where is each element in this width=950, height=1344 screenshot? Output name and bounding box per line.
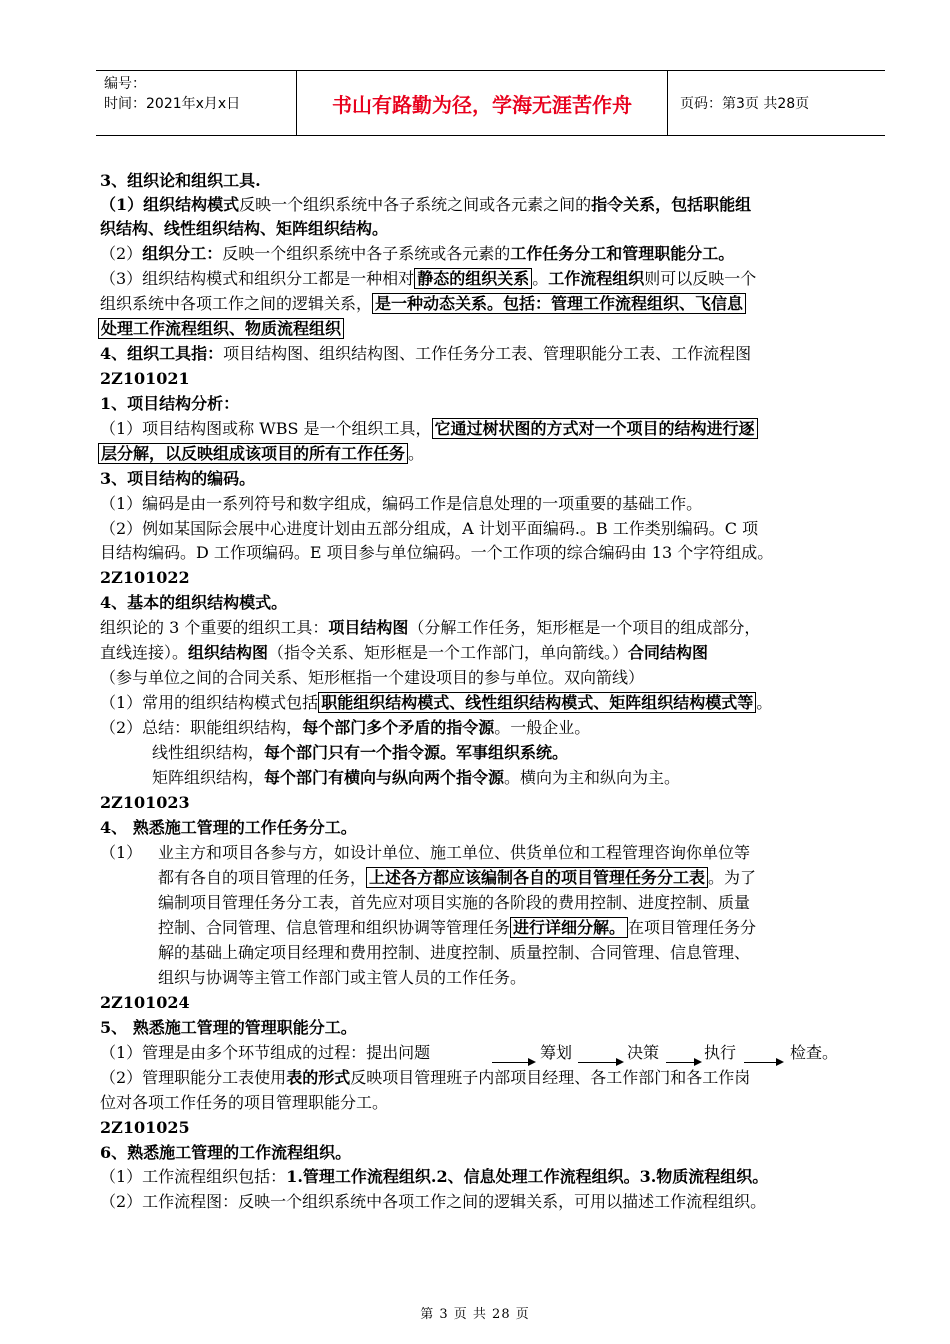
paragraph-line: 业主方和项目各参与方，如设计单位、施工单位、供货单位和工程管理咨询你单位等: [158, 843, 751, 862]
bold-text: 组织结构图: [188, 643, 269, 662]
list-number: （1）: [100, 843, 143, 862]
paragraph-line: （1）管理是由多个环节组成的过程：提出问题: [100, 1043, 431, 1062]
section-code: 2Z101024: [100, 993, 190, 1012]
text: 控制、合同管理、信息管理和组织协调等管理任务: [158, 918, 511, 937]
process-step: 检查。: [790, 1043, 839, 1062]
bold-text: 每个部门多个矛盾的指令源: [302, 718, 495, 737]
paragraph-line: （参与单位之间的合同关系、矩形框指一个建设项目的参与单位。双向箭线）: [100, 668, 645, 687]
boxed-text: 它通过树状图的方式对一个项目的结构进行逐: [432, 418, 758, 439]
text: 组织系统中各项工作之间的逻辑关系，: [100, 294, 373, 313]
bold-text: 工作流程组织: [548, 269, 645, 288]
process-step: 执行: [704, 1043, 737, 1062]
boxed-text: 处理工作流程组织、物质流程组织: [98, 318, 344, 339]
page-label: 页码：第3页 共28页: [680, 96, 810, 112]
boxed-text: 静态的组织关系: [414, 268, 532, 289]
paragraph-line: 解的基础上确定项目经理和费用控制、进度控制、质量控制、合同管理、信息管理、: [158, 943, 751, 962]
bold-text: 每个部门有横向与纵向两个指令源: [264, 768, 505, 787]
paragraph-line: 编制项目管理任务分工表，首先应对项目实施的各阶段的费用控制、进度控制、质量: [158, 893, 751, 912]
section-heading: 1、项目结构分析：: [100, 394, 240, 413]
section-code: 2Z101021: [100, 369, 190, 388]
bold-text: 工作任务分工和管理职能分工。: [510, 244, 735, 263]
text: 反映项目管理班子内部项目经理、各工作部门和各工作岗: [350, 1068, 751, 1087]
motto: 书山有路勤为径，学海无涯苦作舟: [296, 71, 668, 135]
boxed-text: 层分解，以反映组成该项目的所有工作任务: [98, 443, 408, 464]
header-info: [96, 71, 296, 135]
paragraph-line: [100, 343, 751, 365]
text: 反映一个组织系统中各子系统或各元素的: [222, 244, 511, 263]
section-code: 2Z101025: [100, 1118, 190, 1137]
section-code: 2Z101022: [100, 568, 190, 587]
bold-text: 每个部门只有一个指令源。军事组织系统。: [264, 743, 569, 762]
paragraph-line: [100, 293, 746, 315]
text: 项目结构图、组织结构图、工作任务分工表、管理职能分工表、工作流程图: [223, 344, 752, 363]
paragraph-line: [100, 194, 751, 216]
paragraph-line: [100, 268, 756, 290]
bold-text: 指令关系，包括职能组: [591, 195, 752, 214]
boxed-text: 进行详细分解。: [510, 917, 628, 938]
section-heading: 4、基本的组织结构模式。: [100, 593, 288, 612]
bold-text: 合同结构图: [628, 643, 709, 662]
bold-text: （1）组织结构模式: [100, 195, 240, 214]
paragraph-line: [100, 1166, 768, 1188]
text: 直线连接）。: [100, 643, 189, 662]
text: 。为了: [708, 868, 757, 887]
boxed-text: 职能组织结构模式、线性组织结构模式、矩阵组织结构模式等: [318, 692, 756, 713]
page-footer: 第 3 页 共 28 页: [420, 1307, 530, 1322]
bold-text: 表的形式: [286, 1068, 351, 1087]
arrow-right-icon: [744, 1062, 782, 1063]
bold-text: 项目结构图: [328, 618, 409, 637]
paragraph-line: 目结构编码。D 工作项编码。E 项目参与单位编码。一个工作项的综合编码由 13 个字符组成。: [100, 543, 774, 562]
section-code: 2Z101023: [100, 793, 190, 812]
number-label: 编号：: [104, 76, 146, 92]
paragraph-line: [152, 742, 568, 764]
paragraph-line: [100, 1067, 750, 1089]
paragraph-line: [100, 243, 734, 265]
bold-text: 4、组织工具指：: [100, 344, 224, 363]
time-label: 时间：2021年x月x日: [104, 96, 241, 112]
paragraph-line: （2）例如某国际会展中心进度计划由五部分组成，A 计划平面编码.。B 工作类别编码。C 项: [100, 519, 759, 538]
paragraph-line: 织结构、线性组织结构、矩阵组织结构。: [100, 219, 389, 238]
text: （2）: [100, 244, 143, 263]
text: 矩阵组织结构，: [152, 768, 265, 787]
text: 组织论的 3 个重要的组织工具：: [100, 618, 329, 637]
text: （分解工作任务，矩形框是一个项目的组成部分，: [408, 618, 761, 637]
section-heading: 5、 熟悉施工管理的管理职能分工。: [100, 1018, 357, 1037]
arrow-right-icon: [666, 1062, 700, 1063]
paragraph-line: [152, 767, 680, 789]
page-header: [96, 70, 885, 136]
text: 则可以反映一个: [644, 269, 757, 288]
paragraph-line: （2）工作流程图：反映一个组织系统中各项工作之间的逻辑关系，可用以描述工作流程组织。: [100, 1192, 767, 1211]
section-heading: 6、熟悉施工管理的工作流程组织。: [100, 1143, 352, 1162]
paragraph-line: （1）编码是由一系列符号和数字组成，编码工作是信息处理的一项重要的基础工作。: [100, 494, 703, 513]
bold-text: 组织分工：: [142, 244, 223, 263]
text: （1）常用的组织结构模式包括: [100, 693, 319, 712]
text: 。: [756, 693, 773, 712]
text: 反映一个组织系统中各子系统之间或各元素之间的: [239, 195, 592, 214]
arrow-right-icon: [492, 1062, 534, 1063]
text: 线性组织结构，: [152, 743, 265, 762]
text: 。: [532, 269, 549, 288]
text: 。一般企业。: [494, 718, 591, 737]
paragraph-line: [158, 867, 756, 889]
paragraph-line: [100, 692, 772, 714]
text: 。横向为主和纵向为主。: [504, 768, 681, 787]
paragraph-line: [100, 717, 590, 739]
paragraph-line: 组织与协调等主管工作部门或主管人员的工作任务。: [158, 968, 527, 987]
text: （3）组织结构模式和组织分工都是一种相对: [100, 269, 415, 288]
paragraph-line: 位对各项工作任务的项目管理职能分工。: [100, 1093, 389, 1112]
paragraph-line: [100, 318, 344, 340]
process-step: 筹划: [540, 1043, 573, 1062]
arrow-right-icon: [578, 1062, 622, 1063]
text: （2）管理职能分工表使用: [100, 1068, 287, 1087]
text: 在项目管理任务分: [628, 918, 757, 937]
text: 。: [408, 444, 425, 463]
paragraph-line: [100, 418, 758, 440]
text: （1）工作流程组织包括：: [100, 1167, 287, 1186]
section-heading: 4、 熟悉施工管理的工作任务分工。: [100, 818, 357, 837]
boxed-text: 是一种动态关系。包括：管理工作流程组织、飞信息: [372, 293, 746, 314]
boxed-text: 上述各方都应该编制各自的项目管理任务分工表: [366, 867, 708, 888]
section-heading: 3、项目结构的编码。: [100, 469, 256, 488]
section-heading: 3、组织论和组织工具.: [100, 171, 261, 190]
bold-text: 1.管理工作流程组织.2、信息处理工作流程组织。3.物质流程组织。: [286, 1167, 769, 1186]
paragraph-line: [100, 617, 760, 639]
paragraph-line: [158, 917, 756, 939]
text: （1）项目结构图或称 WBS 是一个组织工具，: [100, 419, 432, 438]
text: （指令关系、矩形框是一个工作部门，单向箭线。）: [268, 643, 629, 662]
text: 都有各自的项目管理的任务，: [158, 868, 367, 887]
process-step: 决策: [627, 1043, 660, 1062]
text: （2）总结：职能组织结构，: [100, 718, 303, 737]
paragraph-line: [100, 642, 708, 664]
paragraph-line: [100, 443, 424, 465]
